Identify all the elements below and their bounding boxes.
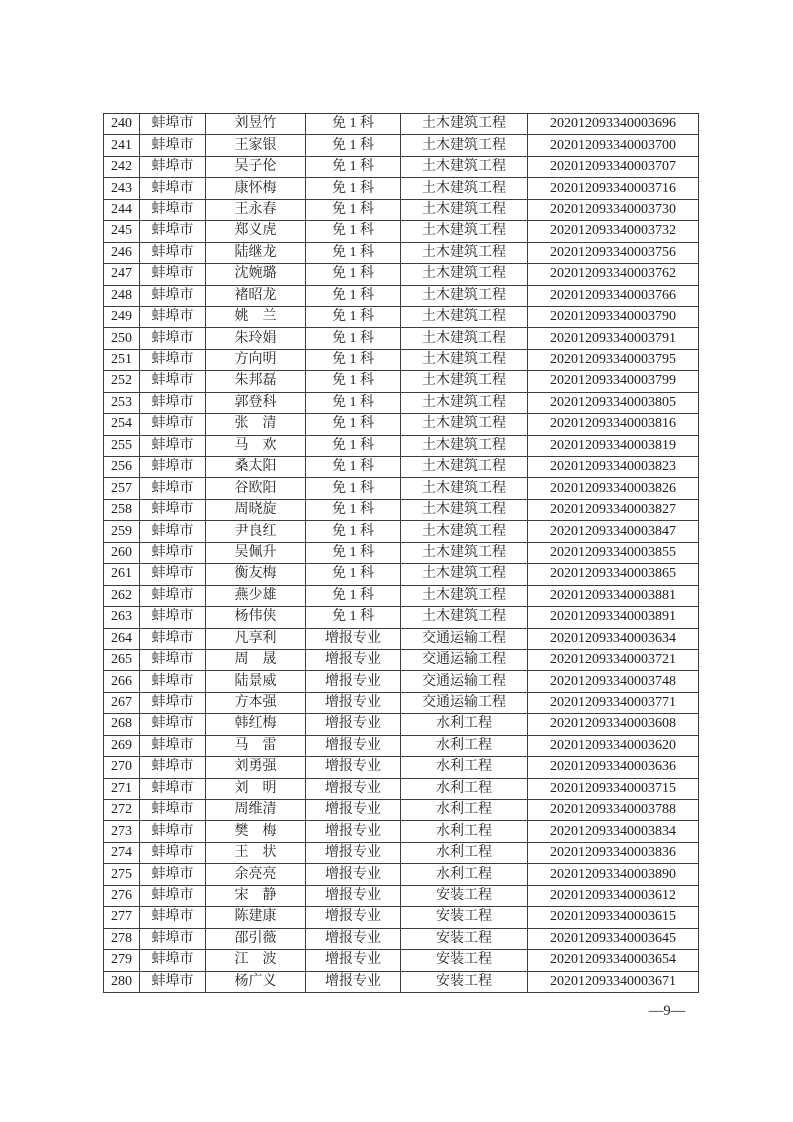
major-cell: 土木建筑工程 [401, 499, 528, 520]
row-number-cell: 244 [104, 199, 140, 220]
row-number-cell: 265 [104, 649, 140, 670]
table-row [104, 285, 699, 306]
archive-number-cell: 202012093340003771 [528, 692, 699, 713]
archive-number-cell: 202012093340003671 [528, 971, 699, 993]
row-number-cell: 242 [104, 156, 140, 177]
exam-type-cell: 免 1 科 [306, 114, 401, 135]
exam-type-cell: 免 1 科 [306, 414, 401, 435]
name-cell: 王永春 [206, 199, 306, 220]
row-number-cell: 266 [104, 671, 140, 692]
name-cell: 马 雷 [206, 735, 306, 756]
table-row [104, 885, 699, 906]
row-number-cell: 240 [104, 114, 140, 135]
name-cell: 褚昭龙 [206, 285, 306, 306]
exam-type-cell: 免 1 科 [306, 435, 401, 456]
major-cell: 土木建筑工程 [401, 607, 528, 628]
table-row [104, 114, 699, 135]
table-row [104, 242, 699, 263]
table-row [104, 714, 699, 735]
archive-number-cell: 202012093340003707 [528, 156, 699, 177]
city-cell: 蚌埠市 [140, 542, 206, 563]
row-number-cell: 269 [104, 735, 140, 756]
city-cell: 蚌埠市 [140, 392, 206, 413]
name-cell: 朱邦磊 [206, 371, 306, 392]
row-number-cell: 268 [104, 714, 140, 735]
table-row [104, 628, 699, 649]
name-cell: 宋 静 [206, 885, 306, 906]
name-cell: 江 波 [206, 950, 306, 971]
row-number-cell: 271 [104, 778, 140, 799]
name-cell: 姚 兰 [206, 306, 306, 327]
city-cell: 蚌埠市 [140, 692, 206, 713]
row-number-cell: 243 [104, 178, 140, 199]
row-number-cell: 257 [104, 478, 140, 499]
major-cell: 土木建筑工程 [401, 199, 528, 220]
table-row [104, 757, 699, 778]
name-cell: 韩红梅 [206, 714, 306, 735]
archive-number-cell: 202012093340003881 [528, 585, 699, 606]
exam-type-cell: 免 1 科 [306, 542, 401, 563]
major-cell: 土木建筑工程 [401, 306, 528, 327]
major-cell: 土木建筑工程 [401, 242, 528, 263]
row-number-cell: 258 [104, 499, 140, 520]
exam-type-cell: 增报专业 [306, 842, 401, 863]
archive-number-cell: 202012093340003654 [528, 950, 699, 971]
table-row [104, 971, 699, 993]
exam-type-cell: 增报专业 [306, 735, 401, 756]
archive-number-cell: 202012093340003766 [528, 285, 699, 306]
major-cell: 水利工程 [401, 821, 528, 842]
major-cell: 土木建筑工程 [401, 264, 528, 285]
city-cell: 蚌埠市 [140, 521, 206, 542]
row-number-cell: 241 [104, 135, 140, 156]
city-cell: 蚌埠市 [140, 714, 206, 735]
archive-number-cell: 202012093340003762 [528, 264, 699, 285]
row-number-cell: 255 [104, 435, 140, 456]
archive-number-cell: 202012093340003805 [528, 392, 699, 413]
archive-number-cell: 202012093340003816 [528, 414, 699, 435]
name-cell: 刘昱竹 [206, 114, 306, 135]
name-cell: 桑太阳 [206, 457, 306, 478]
city-cell: 蚌埠市 [140, 478, 206, 499]
exam-type-cell: 增报专业 [306, 778, 401, 799]
row-number-cell: 280 [104, 971, 140, 993]
city-cell: 蚌埠市 [140, 821, 206, 842]
name-cell: 王家银 [206, 135, 306, 156]
table-row [104, 800, 699, 821]
exam-type-cell: 免 1 科 [306, 392, 401, 413]
major-cell: 安装工程 [401, 928, 528, 949]
table-row [104, 199, 699, 220]
archive-number-cell: 202012093340003823 [528, 457, 699, 478]
archive-number-cell: 202012093340003836 [528, 842, 699, 863]
table-row [104, 649, 699, 670]
archive-number-cell: 202012093340003847 [528, 521, 699, 542]
city-cell: 蚌埠市 [140, 285, 206, 306]
major-cell: 水利工程 [401, 735, 528, 756]
archive-number-cell: 202012093340003620 [528, 735, 699, 756]
archive-number-cell: 202012093340003819 [528, 435, 699, 456]
city-cell: 蚌埠市 [140, 221, 206, 242]
archive-number-cell: 202012093340003634 [528, 628, 699, 649]
exam-type-cell: 免 1 科 [306, 242, 401, 263]
archive-number-cell: 202012093340003732 [528, 221, 699, 242]
name-cell: 吴子伦 [206, 156, 306, 177]
major-cell: 土木建筑工程 [401, 349, 528, 370]
row-number-cell: 272 [104, 800, 140, 821]
exam-type-cell: 增报专业 [306, 692, 401, 713]
major-cell: 土木建筑工程 [401, 371, 528, 392]
exam-type-cell: 增报专业 [306, 971, 401, 993]
name-cell: 刘 明 [206, 778, 306, 799]
archive-number-cell: 202012093340003855 [528, 542, 699, 563]
exam-type-cell: 增报专业 [306, 950, 401, 971]
table-row [104, 328, 699, 349]
row-number-cell: 263 [104, 607, 140, 628]
table-row [104, 478, 699, 499]
name-cell: 陆景威 [206, 671, 306, 692]
row-number-cell: 278 [104, 928, 140, 949]
exam-type-cell: 免 1 科 [306, 478, 401, 499]
major-cell: 土木建筑工程 [401, 114, 528, 135]
table-row [104, 692, 699, 713]
row-number-cell: 273 [104, 821, 140, 842]
row-number-cell: 276 [104, 885, 140, 906]
archive-number-cell: 202012093340003748 [528, 671, 699, 692]
name-cell: 陈建康 [206, 907, 306, 928]
city-cell: 蚌埠市 [140, 349, 206, 370]
table-row [104, 585, 699, 606]
row-number-cell: 245 [104, 221, 140, 242]
archive-number-cell: 202012093340003790 [528, 306, 699, 327]
page-number: —9— [648, 1003, 686, 1019]
name-cell: 燕少雄 [206, 585, 306, 606]
table-row [104, 907, 699, 928]
archive-number-cell: 202012093340003865 [528, 564, 699, 585]
exam-type-cell: 增报专业 [306, 671, 401, 692]
city-cell: 蚌埠市 [140, 628, 206, 649]
name-cell: 杨伟侠 [206, 607, 306, 628]
city-cell: 蚌埠市 [140, 457, 206, 478]
city-cell: 蚌埠市 [140, 907, 206, 928]
major-cell: 土木建筑工程 [401, 542, 528, 563]
exam-type-cell: 免 1 科 [306, 135, 401, 156]
row-number-cell: 251 [104, 349, 140, 370]
table-row [104, 778, 699, 799]
exam-type-cell: 增报专业 [306, 821, 401, 842]
archive-number-cell: 202012093340003612 [528, 885, 699, 906]
major-cell: 土木建筑工程 [401, 221, 528, 242]
row-number-cell: 249 [104, 306, 140, 327]
row-number-cell: 252 [104, 371, 140, 392]
name-cell: 周 晟 [206, 649, 306, 670]
name-cell: 郭登科 [206, 392, 306, 413]
exam-type-cell: 免 1 科 [306, 285, 401, 306]
name-cell: 谷欧阳 [206, 478, 306, 499]
row-number-cell: 277 [104, 907, 140, 928]
name-cell: 康怀梅 [206, 178, 306, 199]
exam-type-cell: 免 1 科 [306, 199, 401, 220]
exam-type-cell: 增报专业 [306, 757, 401, 778]
archive-number-cell: 202012093340003791 [528, 328, 699, 349]
city-cell: 蚌埠市 [140, 842, 206, 863]
exam-type-cell: 增报专业 [306, 864, 401, 885]
city-cell: 蚌埠市 [140, 800, 206, 821]
name-cell: 周晓旋 [206, 499, 306, 520]
exam-type-cell: 免 1 科 [306, 221, 401, 242]
row-number-cell: 262 [104, 585, 140, 606]
exam-type-cell: 免 1 科 [306, 521, 401, 542]
major-cell: 土木建筑工程 [401, 414, 528, 435]
major-cell: 土木建筑工程 [401, 435, 528, 456]
archive-number-cell: 202012093340003730 [528, 199, 699, 220]
exam-type-cell: 免 1 科 [306, 585, 401, 606]
major-cell: 水利工程 [401, 800, 528, 821]
table-row [104, 821, 699, 842]
name-cell: 王 状 [206, 842, 306, 863]
exam-type-cell: 免 1 科 [306, 499, 401, 520]
exam-type-cell: 增报专业 [306, 649, 401, 670]
major-cell: 土木建筑工程 [401, 156, 528, 177]
name-cell: 郑义虎 [206, 221, 306, 242]
table-row [104, 392, 699, 413]
exam-type-cell: 免 1 科 [306, 371, 401, 392]
city-cell: 蚌埠市 [140, 414, 206, 435]
name-cell: 凡享利 [206, 628, 306, 649]
major-cell: 安装工程 [401, 885, 528, 906]
major-cell: 土木建筑工程 [401, 135, 528, 156]
table-row [104, 371, 699, 392]
table-row [104, 928, 699, 949]
table-row [104, 499, 699, 520]
row-number-cell: 248 [104, 285, 140, 306]
table-row [104, 264, 699, 285]
major-cell: 土木建筑工程 [401, 392, 528, 413]
major-cell: 土木建筑工程 [401, 285, 528, 306]
city-cell: 蚌埠市 [140, 778, 206, 799]
name-cell: 邵引薇 [206, 928, 306, 949]
archive-number-cell: 202012093340003826 [528, 478, 699, 499]
name-cell: 马 欢 [206, 435, 306, 456]
table-row [104, 435, 699, 456]
table-row [104, 564, 699, 585]
city-cell: 蚌埠市 [140, 971, 206, 993]
archive-number-cell: 202012093340003615 [528, 907, 699, 928]
table-row [104, 156, 699, 177]
city-cell: 蚌埠市 [140, 950, 206, 971]
city-cell: 蚌埠市 [140, 928, 206, 949]
city-cell: 蚌埠市 [140, 499, 206, 520]
table-row [104, 735, 699, 756]
archive-number-cell: 202012093340003795 [528, 349, 699, 370]
table-row [104, 135, 699, 156]
city-cell: 蚌埠市 [140, 114, 206, 135]
name-cell: 沈婉璐 [206, 264, 306, 285]
major-cell: 土木建筑工程 [401, 564, 528, 585]
row-number-cell: 261 [104, 564, 140, 585]
archive-number-cell: 202012093340003788 [528, 800, 699, 821]
row-number-cell: 274 [104, 842, 140, 863]
city-cell: 蚌埠市 [140, 435, 206, 456]
exam-type-cell: 免 1 科 [306, 607, 401, 628]
city-cell: 蚌埠市 [140, 735, 206, 756]
archive-number-cell: 202012093340003716 [528, 178, 699, 199]
archive-number-cell: 202012093340003715 [528, 778, 699, 799]
table-row [104, 671, 699, 692]
registry-table-body [104, 114, 699, 993]
exam-type-cell: 免 1 科 [306, 178, 401, 199]
name-cell: 刘勇强 [206, 757, 306, 778]
major-cell: 土木建筑工程 [401, 521, 528, 542]
table-row [104, 306, 699, 327]
city-cell: 蚌埠市 [140, 306, 206, 327]
city-cell: 蚌埠市 [140, 135, 206, 156]
exam-type-cell: 免 1 科 [306, 564, 401, 585]
archive-number-cell: 202012093340003721 [528, 649, 699, 670]
archive-number-cell: 202012093340003834 [528, 821, 699, 842]
table-row [104, 950, 699, 971]
city-cell: 蚌埠市 [140, 757, 206, 778]
row-number-cell: 270 [104, 757, 140, 778]
name-cell: 樊 梅 [206, 821, 306, 842]
city-cell: 蚌埠市 [140, 371, 206, 392]
name-cell: 方向明 [206, 349, 306, 370]
exam-type-cell: 免 1 科 [306, 156, 401, 177]
major-cell: 交通运输工程 [401, 692, 528, 713]
row-number-cell: 267 [104, 692, 140, 713]
exam-type-cell: 增报专业 [306, 800, 401, 821]
major-cell: 交通运输工程 [401, 649, 528, 670]
row-number-cell: 279 [104, 950, 140, 971]
name-cell: 周维清 [206, 800, 306, 821]
table-row [104, 457, 699, 478]
registry-table [103, 113, 699, 993]
table-row [104, 521, 699, 542]
archive-number-cell: 202012093340003645 [528, 928, 699, 949]
exam-type-cell: 免 1 科 [306, 457, 401, 478]
table-row [104, 349, 699, 370]
major-cell: 安装工程 [401, 907, 528, 928]
major-cell: 水利工程 [401, 757, 528, 778]
row-number-cell: 260 [104, 542, 140, 563]
major-cell: 安装工程 [401, 950, 528, 971]
city-cell: 蚌埠市 [140, 564, 206, 585]
table-row [104, 414, 699, 435]
city-cell: 蚌埠市 [140, 864, 206, 885]
archive-number-cell: 202012093340003636 [528, 757, 699, 778]
city-cell: 蚌埠市 [140, 199, 206, 220]
exam-type-cell: 增报专业 [306, 907, 401, 928]
name-cell: 杨广义 [206, 971, 306, 993]
row-number-cell: 254 [104, 414, 140, 435]
table-row [104, 842, 699, 863]
major-cell: 水利工程 [401, 778, 528, 799]
city-cell: 蚌埠市 [140, 607, 206, 628]
row-number-cell: 275 [104, 864, 140, 885]
major-cell: 交通运输工程 [401, 671, 528, 692]
name-cell: 吴佩升 [206, 542, 306, 563]
exam-type-cell: 增报专业 [306, 714, 401, 735]
table-row [104, 221, 699, 242]
city-cell: 蚌埠市 [140, 264, 206, 285]
exam-type-cell: 增报专业 [306, 928, 401, 949]
name-cell: 余亮亮 [206, 864, 306, 885]
city-cell: 蚌埠市 [140, 649, 206, 670]
city-cell: 蚌埠市 [140, 156, 206, 177]
city-cell: 蚌埠市 [140, 885, 206, 906]
major-cell: 水利工程 [401, 714, 528, 735]
archive-number-cell: 202012093340003799 [528, 371, 699, 392]
archive-number-cell: 202012093340003827 [528, 499, 699, 520]
city-cell: 蚌埠市 [140, 178, 206, 199]
row-number-cell: 250 [104, 328, 140, 349]
archive-number-cell: 202012093340003756 [528, 242, 699, 263]
exam-type-cell: 免 1 科 [306, 264, 401, 285]
major-cell: 水利工程 [401, 864, 528, 885]
row-number-cell: 256 [104, 457, 140, 478]
major-cell: 交通运输工程 [401, 628, 528, 649]
row-number-cell: 259 [104, 521, 140, 542]
city-cell: 蚌埠市 [140, 242, 206, 263]
name-cell: 朱玲娟 [206, 328, 306, 349]
table-row [104, 542, 699, 563]
major-cell: 土木建筑工程 [401, 328, 528, 349]
table-row [104, 864, 699, 885]
name-cell: 张 清 [206, 414, 306, 435]
exam-type-cell: 免 1 科 [306, 349, 401, 370]
major-cell: 土木建筑工程 [401, 178, 528, 199]
name-cell: 陆继龙 [206, 242, 306, 263]
name-cell: 方本强 [206, 692, 306, 713]
archive-number-cell: 202012093340003696 [528, 114, 699, 135]
exam-type-cell: 免 1 科 [306, 328, 401, 349]
major-cell: 安装工程 [401, 971, 528, 993]
row-number-cell: 253 [104, 392, 140, 413]
row-number-cell: 247 [104, 264, 140, 285]
major-cell: 水利工程 [401, 842, 528, 863]
city-cell: 蚌埠市 [140, 585, 206, 606]
archive-number-cell: 202012093340003891 [528, 607, 699, 628]
archive-number-cell: 202012093340003608 [528, 714, 699, 735]
name-cell: 尹良红 [206, 521, 306, 542]
exam-type-cell: 增报专业 [306, 885, 401, 906]
major-cell: 土木建筑工程 [401, 585, 528, 606]
archive-number-cell: 202012093340003700 [528, 135, 699, 156]
table-row [104, 178, 699, 199]
row-number-cell: 264 [104, 628, 140, 649]
name-cell: 衡友梅 [206, 564, 306, 585]
row-number-cell: 246 [104, 242, 140, 263]
city-cell: 蚌埠市 [140, 671, 206, 692]
exam-type-cell: 免 1 科 [306, 306, 401, 327]
major-cell: 土木建筑工程 [401, 457, 528, 478]
major-cell: 土木建筑工程 [401, 478, 528, 499]
city-cell: 蚌埠市 [140, 328, 206, 349]
exam-type-cell: 增报专业 [306, 628, 401, 649]
table-row [104, 607, 699, 628]
archive-number-cell: 202012093340003890 [528, 864, 699, 885]
